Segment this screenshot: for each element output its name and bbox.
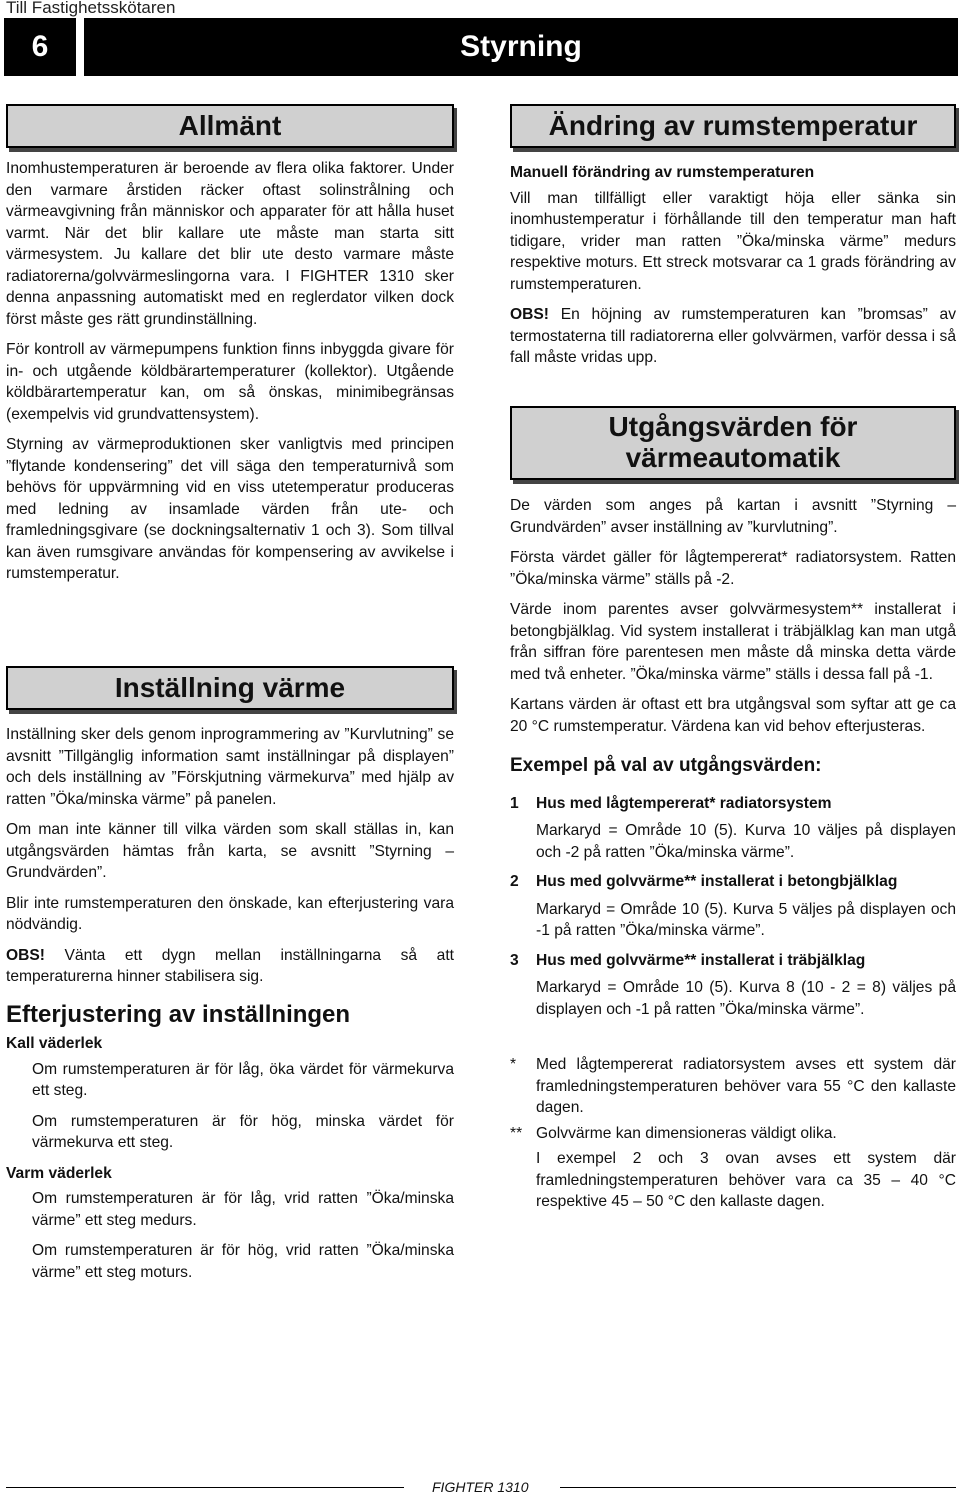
footnote-text: Med lågtempererat radiatorsystem avses ett system där framledningstemperaturen behöver vara 55 °C den kallaste dagen. <box>536 1056 956 1116</box>
paragraph: Första värdet gäller för lågtempererat* radiatorsystem. Ratten ”Öka/minska värme” ställs på -2. <box>510 549 956 588</box>
chapter-title: Styrning <box>84 18 958 76</box>
paragraph-obs <box>6 945 454 988</box>
obs-text: En höjning av rumstemperaturen kan ”bromsas” av termostaterna till radiatorerna eller golvvärmen, varför dessa i så fall måste vridas upp. <box>510 306 956 366</box>
footnote-mark: * <box>510 1056 517 1073</box>
section-heading-installning <box>6 666 454 710</box>
example-text: Markaryd = Område 10 (5). Kurva 5 väljes på displayen och -1 på ratten ”Öka/minska värme”. <box>536 900 956 939</box>
paragraph: Om rumstemperaturen är för hög, vrid ratten ”Öka/minska värme” ett steg moturs. <box>32 1242 454 1281</box>
chapter-number: 6 <box>4 18 76 76</box>
subheading: Manuell förändring av rumstemperaturen <box>510 164 815 181</box>
example-text: Markaryd = Område 10 (5). Kurva 10 väljes på displayen och -2 på ratten ”Öka/minska värme”. <box>536 822 956 861</box>
obs-label: OBS! <box>510 306 549 323</box>
example-number: 1 <box>510 794 519 812</box>
paragraph: Om rumstemperaturen är för låg, vrid ratten ”Öka/minska värme” ett steg medurs. <box>32 1190 454 1229</box>
subheading-varm: Varm väderlek <box>6 1164 112 1182</box>
right-column-top <box>510 162 956 378</box>
left-column-top <box>6 158 454 594</box>
footnote-text: Golvvärme kan dimensioneras väldigt olika. <box>536 1124 837 1142</box>
paragraph-obs <box>510 304 956 369</box>
obs-text: Vänta ett dygn mellan inställningarna så att temperaturerna hinner stabilisera sig. <box>6 946 454 985</box>
example-item <box>510 793 956 864</box>
example-number: 2 <box>510 873 519 890</box>
footer-label: FIGHTER 1310 <box>432 1479 529 1495</box>
paragraph: För kontroll av värmepumpens funktion finns inbyggda givare för in- och utgående köldbärartemperaturer (kollektor). Utgående köldbärartemperatur kan, om så önskas, minimibegränsas (exempelvis vid grundvattensystem). <box>6 341 454 423</box>
section-heading-text: Utgångsvärden för <box>608 411 858 443</box>
subsection-heading: Efterjustering av inställningen <box>6 1000 351 1028</box>
obs-label: OBS! <box>6 946 45 964</box>
footnote-text-extra: I exempel 2 och 3 ovan avses ett system där framledningstemperaturen behöver vara ca 35 – 40 °C respektive 45 – 50 °C den kallaste dagen. <box>536 1150 956 1210</box>
section-heading-text: Inställning värme <box>114 671 346 703</box>
left-column-bottom <box>6 724 454 1292</box>
example-title: Hus med golvvärme** installerat i betongbjälklag <box>536 873 898 890</box>
section-heading-allmant <box>6 104 454 148</box>
paragraph: Om rumstemperaturen är för hög, minska värdet för värmekurva ett steg. <box>32 1112 454 1151</box>
example-item <box>510 950 956 1021</box>
example-heading: Exempel på val av utgångsvärden: <box>510 755 822 776</box>
footer-rule-right <box>560 1487 956 1488</box>
example-number: 3 <box>510 951 519 969</box>
paragraph: Värde inom parentes avser golvvärmesystem** installerat i betongbjälklag. Vid system installerat i träbjälklag kan man utgå från siffran före parentesen men måste då minska detta värde med två enheter. ”Öka/minska värme” ställs i dessa fall på -1. <box>510 601 956 683</box>
paragraph: Om rumstemperaturen är för låg, öka värdet för värmekurva ett steg. <box>32 1060 454 1099</box>
right-column-bottom <box>510 495 956 1217</box>
section-heading-text: värmeautomatik <box>625 442 841 473</box>
paragraph: Kartans värden är oftast ett bra utgångsval som syftar att ge ca 20 °C rumstemperatur. Värdena kan vid behov efterjusteras. <box>510 696 956 735</box>
section-heading-utgang <box>510 406 956 480</box>
footnote <box>510 1123 956 1213</box>
paragraph: Vill man tillfälligt eller varaktigt höja eller sänka sin inomhustemperatur i förhållande till den temperatur man haft tidigare, vrider man ratten ”Öka/minska värme” medurs respektive moturs. Ett streck motsvarar ca 1 grads förändring av rumstemperaturen. <box>510 189 956 293</box>
paragraph: De värden som anges på kartan i avsnitt ”Styrning – Grundvärden” avser inställning av ”kurvlutning”. <box>510 497 956 536</box>
subheading-kall: Kall väderlek <box>6 1035 103 1052</box>
section-heading-andring <box>510 104 956 148</box>
section-heading-text: Ändring av rumstemperatur <box>548 109 918 141</box>
footnote-mark: ** <box>510 1124 523 1142</box>
paragraph: Inställning sker dels genom inprogrammering av ”Kurvlutning” se avsnitt ”Tillgänglig information samt inställningar på displayen” och dels inställning av ”Förskjutning värmekurva” med hjälp av ratten ”Öka/minska värme” på panelen. <box>6 726 454 808</box>
example-text: Markaryd = Område 10 (5). Kurva 8 (10 - 2 = 8) väljes på displayen och -1 på ratten ”Öka/minska värme”. <box>536 979 956 1018</box>
paragraph: Blir inte rumstemperaturen den önskade, kan efterjustering vara nödvändig. <box>6 894 454 933</box>
example-item <box>510 871 956 942</box>
paragraph: Om man inte känner till vilka värden som skall ställas in, kan utgångsvärden hämtas från karta, se avsnitt ”Styrning – Grundvärden”. <box>6 821 454 881</box>
document-header-label: Till Fastighetsskötaren <box>6 0 176 17</box>
section-heading-text: Allmänt <box>178 109 282 141</box>
paragraph: Inomhustemperaturen är beroende av flera olika faktorer. Under den varmare årstiden räcker oftast solinstrålning och värmeavgivning från människor och apparater för att hålla huset varmt. När det blir kallare ute måste man starta sitt värmesystem. Ju kallare det blir ute desto varmare måste radiatorerna/golvvärmeslingorna vara. I FIGHTER 1310 sker denna anpassning automatiskt med en reglerdator vilken dock först måste ges rätt grundinställning. <box>6 160 454 328</box>
footnote <box>510 1054 956 1119</box>
example-title: Hus med golvvärme** installerat i träbjälklag <box>536 951 866 969</box>
footer-rule-left <box>6 1487 404 1488</box>
example-title: Hus med lågtempererat* radiatorsystem <box>536 794 832 812</box>
paragraph: Styrning av värmeproduktionen sker vanligtvis med principen ”flytande kondensering” det vill säga den temperaturnivå som behövs för uppvärmning vid en viss utetemperatur produceras med ledning av insamlade värden från ute- och framledningsgivare (se dockningsalternativ 1 och 3). Som tillval kan även rumsgivare användas för kompensering av avvikelse i rumstemperatur. <box>6 436 454 582</box>
